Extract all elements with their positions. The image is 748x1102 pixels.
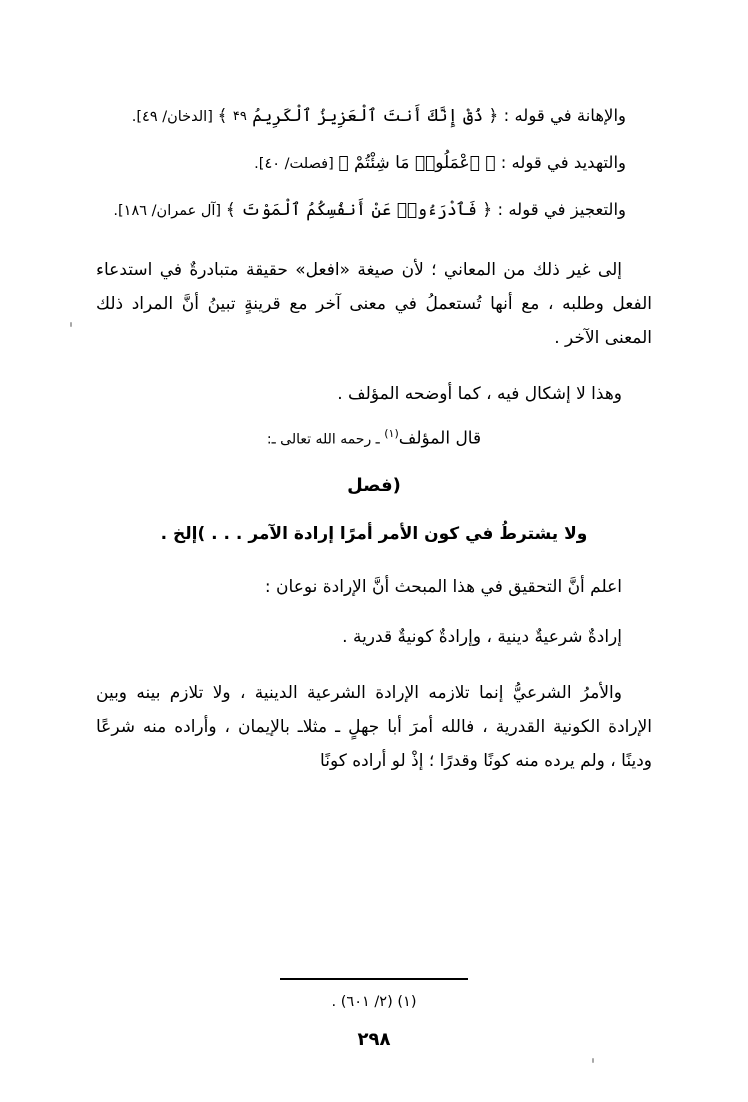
quoted-matn-line: ولا يشترطُ في كون الأمر أمرًا إرادة الآمر . . . )إلخ .	[160, 524, 588, 545]
quran-quote: ﴿ فَٱدْرَءُوا۟ عَنْ أَنفُسِكُمُ ٱلْمَوْتَ ﴾	[225, 200, 493, 221]
footnote-entry: (١) (٢/ ٦٠١) .	[331, 994, 417, 1010]
paragraph-tahdid	[96, 147, 652, 180]
quran-reference: [الدخان/ ٤٩].	[131, 109, 218, 125]
paragraph-irada-kinds: إرادةٌ شرعيةٌ دينية ، وإرادةٌ كونيةٌ قدرية .	[342, 627, 622, 648]
author-attribution-suffix: ـ رحمه الله تعالى ـ:	[266, 432, 385, 449]
quran-quote: ﴿ ٱعْمَلُوا۟ مَا شِئْتُمْ ﴾	[338, 153, 496, 174]
section-heading-fasl: (فصل	[347, 475, 401, 497]
quran-reference: [فصلت/ ٤٠].	[254, 156, 339, 173]
footnote-marker: (١)	[384, 427, 399, 441]
paragraph-irada-types: اعلم أنَّ التحقيق في هذا المبحث أنَّ الإرادة نوعان :	[264, 577, 622, 598]
quran-quote: ﴿ ذُقْ إِنَّكَ أَنتَ ٱلْعَزِيزُ ٱلْكَرِيمُ	[246, 106, 499, 126]
paragraph-amr-sharii: والأمرُ الشرعيُّ إنما تلازمه الإرادة الشرعية الدينية ، ولا تلازم بينه وبين الإرادة الكونية القدرية ، فالله أمرَ أبا جهلٍ ـ مثلاـ بالإيمان ، وأراده منه شرعًا ودينًا ، ولم يرده منه كونًا وقدرًا ؛ إذْ لو أراده كونًا	[96, 683, 652, 772]
paragraph-no-problem: وهذا لا إشكال فيه ، كما أوضحه المؤلف .	[337, 384, 622, 405]
paragraph-ihana	[96, 100, 652, 133]
paragraph-lead: والتعجيز في قوله :	[492, 200, 626, 220]
page-body	[96, 100, 652, 794]
footnote-divider	[280, 978, 468, 980]
page-speck	[592, 1058, 594, 1063]
footnote-area	[96, 978, 652, 1010]
paragraph-maani: إلى غير ذلك من المعاني ؛ لأن صيغة «افعل» حقيقة متبادرةٌ في استدعاء الفعل وطلبه ، مع أنها تُستعملُ في معنى آخر مع قرينةٍ تبينُ أنَّ المراد ذلك المعنى الآخر .	[96, 260, 652, 349]
page-speck	[70, 322, 72, 327]
paragraph-tajiz	[96, 194, 652, 227]
author-attribution-label: قال المؤلف	[398, 429, 482, 450]
paragraph-lead: والتهديد في قوله :	[495, 153, 626, 173]
quran-quote-end: ﴾	[217, 106, 233, 126]
paragraph-lead: والإهانة في قوله :	[498, 106, 626, 125]
ayah-number-mark: ۴۹	[232, 108, 247, 124]
page-number: ٢٩٨	[357, 1029, 391, 1050]
author-attribution	[96, 427, 652, 449]
quran-reference: [آل عمران/ ١٨٦].	[113, 203, 226, 220]
